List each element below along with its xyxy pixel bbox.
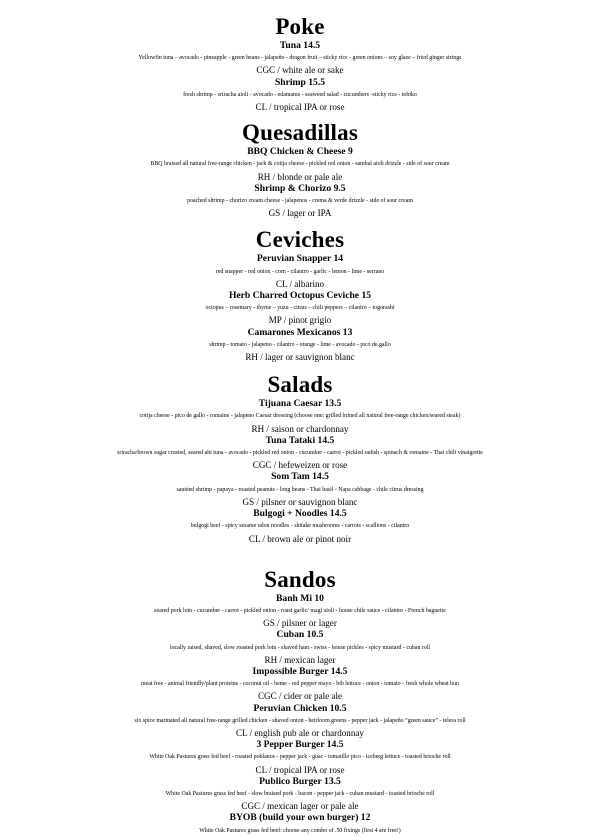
item-description: sriracha/brown sugar crusted, seared ahi tuna - avocado - pickled red onion - cucumber - carrot - pickled radish - spinach & romaine - Thai chili vinaigrette: [117, 450, 483, 457]
item-name: Som Tam 14.5: [271, 471, 329, 483]
item-description: seared pork loin - cucumber - carrot - pickled onion - roast garlic/ magi aioli - house chile sauce - cilantro - French baguette: [154, 607, 446, 614]
item-description: cotija cheese - pico de gallo - romaine - jalapeno Caesar dressing (choose one: grilled brined all natural free-range chicken/seared steak): [139, 413, 461, 420]
item-name: Herb Charred Octopus Ceviche 15: [228, 290, 372, 302]
item-description: fresh shrimp - sriracha aioli - avocado - edamame - seaweed salad - cucumbers -sticky rice - tobiko: [183, 91, 417, 98]
item-name: Tuna Tataki 14.5: [265, 434, 335, 446]
menu-item: [0, 290, 600, 327]
item-name: Banh Mi 10: [276, 592, 324, 604]
menu-item: [0, 146, 600, 183]
item-name: BBQ Chicken & Cheese 9: [247, 146, 353, 158]
item-pairing: CL / english pub ale or chardonnay: [236, 727, 364, 738]
item-name: Shrimp 15.5: [274, 76, 326, 88]
menu-item: [0, 666, 600, 703]
menu-section-poke: [0, 14, 600, 113]
menu-item: [0, 253, 600, 290]
item-description: locally raised, shaved, slow roasted pork loin - shaved ham - swiss - house pickles - spicy mustard - cuban roll: [169, 644, 431, 651]
item-name: Shrimp & Chorizo 9.5: [254, 182, 346, 194]
section-title: Ceviches: [255, 227, 345, 253]
item-name: Camarones Mexicanos 13: [247, 326, 353, 338]
menu-item: [0, 776, 600, 813]
section-title: Quesadillas: [242, 120, 358, 146]
menu-item: [0, 183, 600, 220]
item-name: Peruvian Snapper 14: [256, 253, 344, 265]
menu-item: [0, 508, 600, 545]
item-description: meat free - animal friendly/plant proteins - coconut oil - heme - red pepper mayo - bib lettuce - onion - tomato - fresh whole wheat bun: [141, 681, 459, 688]
item-description: octopus – rosemary - thyme – yuzu - citrus – chili peppers – cilantro – togorashi: [205, 305, 395, 312]
menu-item: [0, 812, 600, 836]
item-pairing: CL / tropical IPA or rose: [255, 102, 345, 113]
item-name: Peruvian Chicken 10.5: [253, 702, 347, 714]
menu-section-ceviches: [0, 227, 600, 363]
item-name: Cuban 10.5: [276, 629, 324, 641]
item-description: Yellowfin tuna – avocado - pineapple - green beans - jalapeño - dragon fruit – sticky rice - green onions – soy glaze – fried ginger strings: [138, 55, 462, 62]
menu-item: [0, 739, 600, 776]
item-description: six spice marinated all natural free-range grilled chicken - shaved onion - heirloom greens - pepper jack - jalapeño “green sauce” - telera roll: [134, 717, 466, 724]
item-pairing: RH / lager or sauvignon blanc: [245, 352, 355, 363]
item-pairing: CGC / mexican lager or pale ale: [241, 801, 359, 812]
section-title: Sandos: [264, 566, 336, 592]
item-description: shrimp - tomato - jalapeno - cilantro - orange - lime - avocado - pico de gallo: [209, 341, 391, 348]
item-pairing: CL / albarino: [275, 278, 325, 289]
item-pairing: CL / brown ale or pinot noir: [248, 533, 352, 544]
menu-section-quesadillas: [0, 120, 600, 219]
item-name: BYOB (build your own burger) 12: [229, 812, 371, 824]
menu-item: [0, 435, 600, 472]
menu-item: [0, 471, 600, 508]
menu-item: [0, 703, 600, 740]
menu-item: [0, 77, 600, 114]
item-name: Publico Burger 13.5: [259, 775, 341, 787]
item-pairing: RH / blonde or pale ale: [257, 171, 343, 182]
item-description: White Oak Pastures grass fed beef: choose any combo of .50 fixings (first 4 are free!): [199, 827, 401, 834]
item-pairing: GS / pilsner or sauvignon blanc: [242, 496, 358, 507]
item-description: poached shrimp - chorizo cream cheese - jalapenos - crema & verde drizzle - side of sour cream: [187, 198, 413, 205]
section-title: Salads: [267, 372, 333, 398]
menu-section-salads: [0, 372, 600, 544]
item-description: red snapper - red onion - corn - cilantro - garlic - lemon - lime - serrano: [215, 268, 385, 275]
item-name: Impossible Burger 14.5: [252, 665, 348, 677]
menu-section-sandos: [0, 567, 600, 837]
item-name: Tuna 14.5: [279, 40, 321, 51]
menu-item: [0, 398, 600, 435]
item-description: sautéed shrimp - papaya - roasted peanuts - long beans - Thai basil - Napa cabbage - chile citrus dressing: [176, 486, 424, 493]
item-pairing: RH / saison or chardonnay: [251, 423, 349, 434]
item-pairing: GS / pilsner or lager: [263, 618, 337, 629]
item-pairing: CGC / white ale or sake: [256, 65, 344, 76]
item-description: BBQ braised all natural free-range chicken - jack & cotija cheese - pickled red onion - sambal aioli drizzle - side of sour cream: [150, 161, 450, 168]
item-pairing: RH / mexican lager: [264, 654, 336, 665]
item-pairing: CGC / cider or pale ale: [257, 691, 343, 702]
item-name: Tijuana Caesar 13.5: [258, 398, 342, 410]
item-description: White Oak Pastures grass fed beef - slow braised pork - bacon - pepper jack - cuban mustard - toasted brioche roll: [165, 790, 435, 797]
menu-item: [0, 40, 600, 77]
menu-item: [0, 327, 600, 364]
item-pairing: GS / lager or IPA: [268, 208, 332, 219]
item-pairing: CL / tropical IPA or rose: [255, 764, 345, 775]
menu-item: [0, 629, 600, 666]
item-description: bulgogi beef - spicy sesame udon noodles - shitake mushrooms - carrots - scallions - cilantro: [190, 523, 410, 530]
section-title: Poke: [275, 14, 325, 39]
item-name: 3 Pepper Burger 14.5: [256, 739, 344, 751]
item-pairing: MP / pinot grigio: [268, 315, 332, 326]
item-pairing: CGC / hefeweizen or rose: [252, 460, 348, 471]
menu-item: [0, 593, 600, 630]
item-name: Bulgogi + Noodles 14.5: [253, 508, 347, 520]
item-description: White Oak Pastures grass fed beef - roasted poblanos - pepper jack - guac - tomatillo pico - iceberg lettuce - toasted brioche roll: [149, 754, 451, 761]
